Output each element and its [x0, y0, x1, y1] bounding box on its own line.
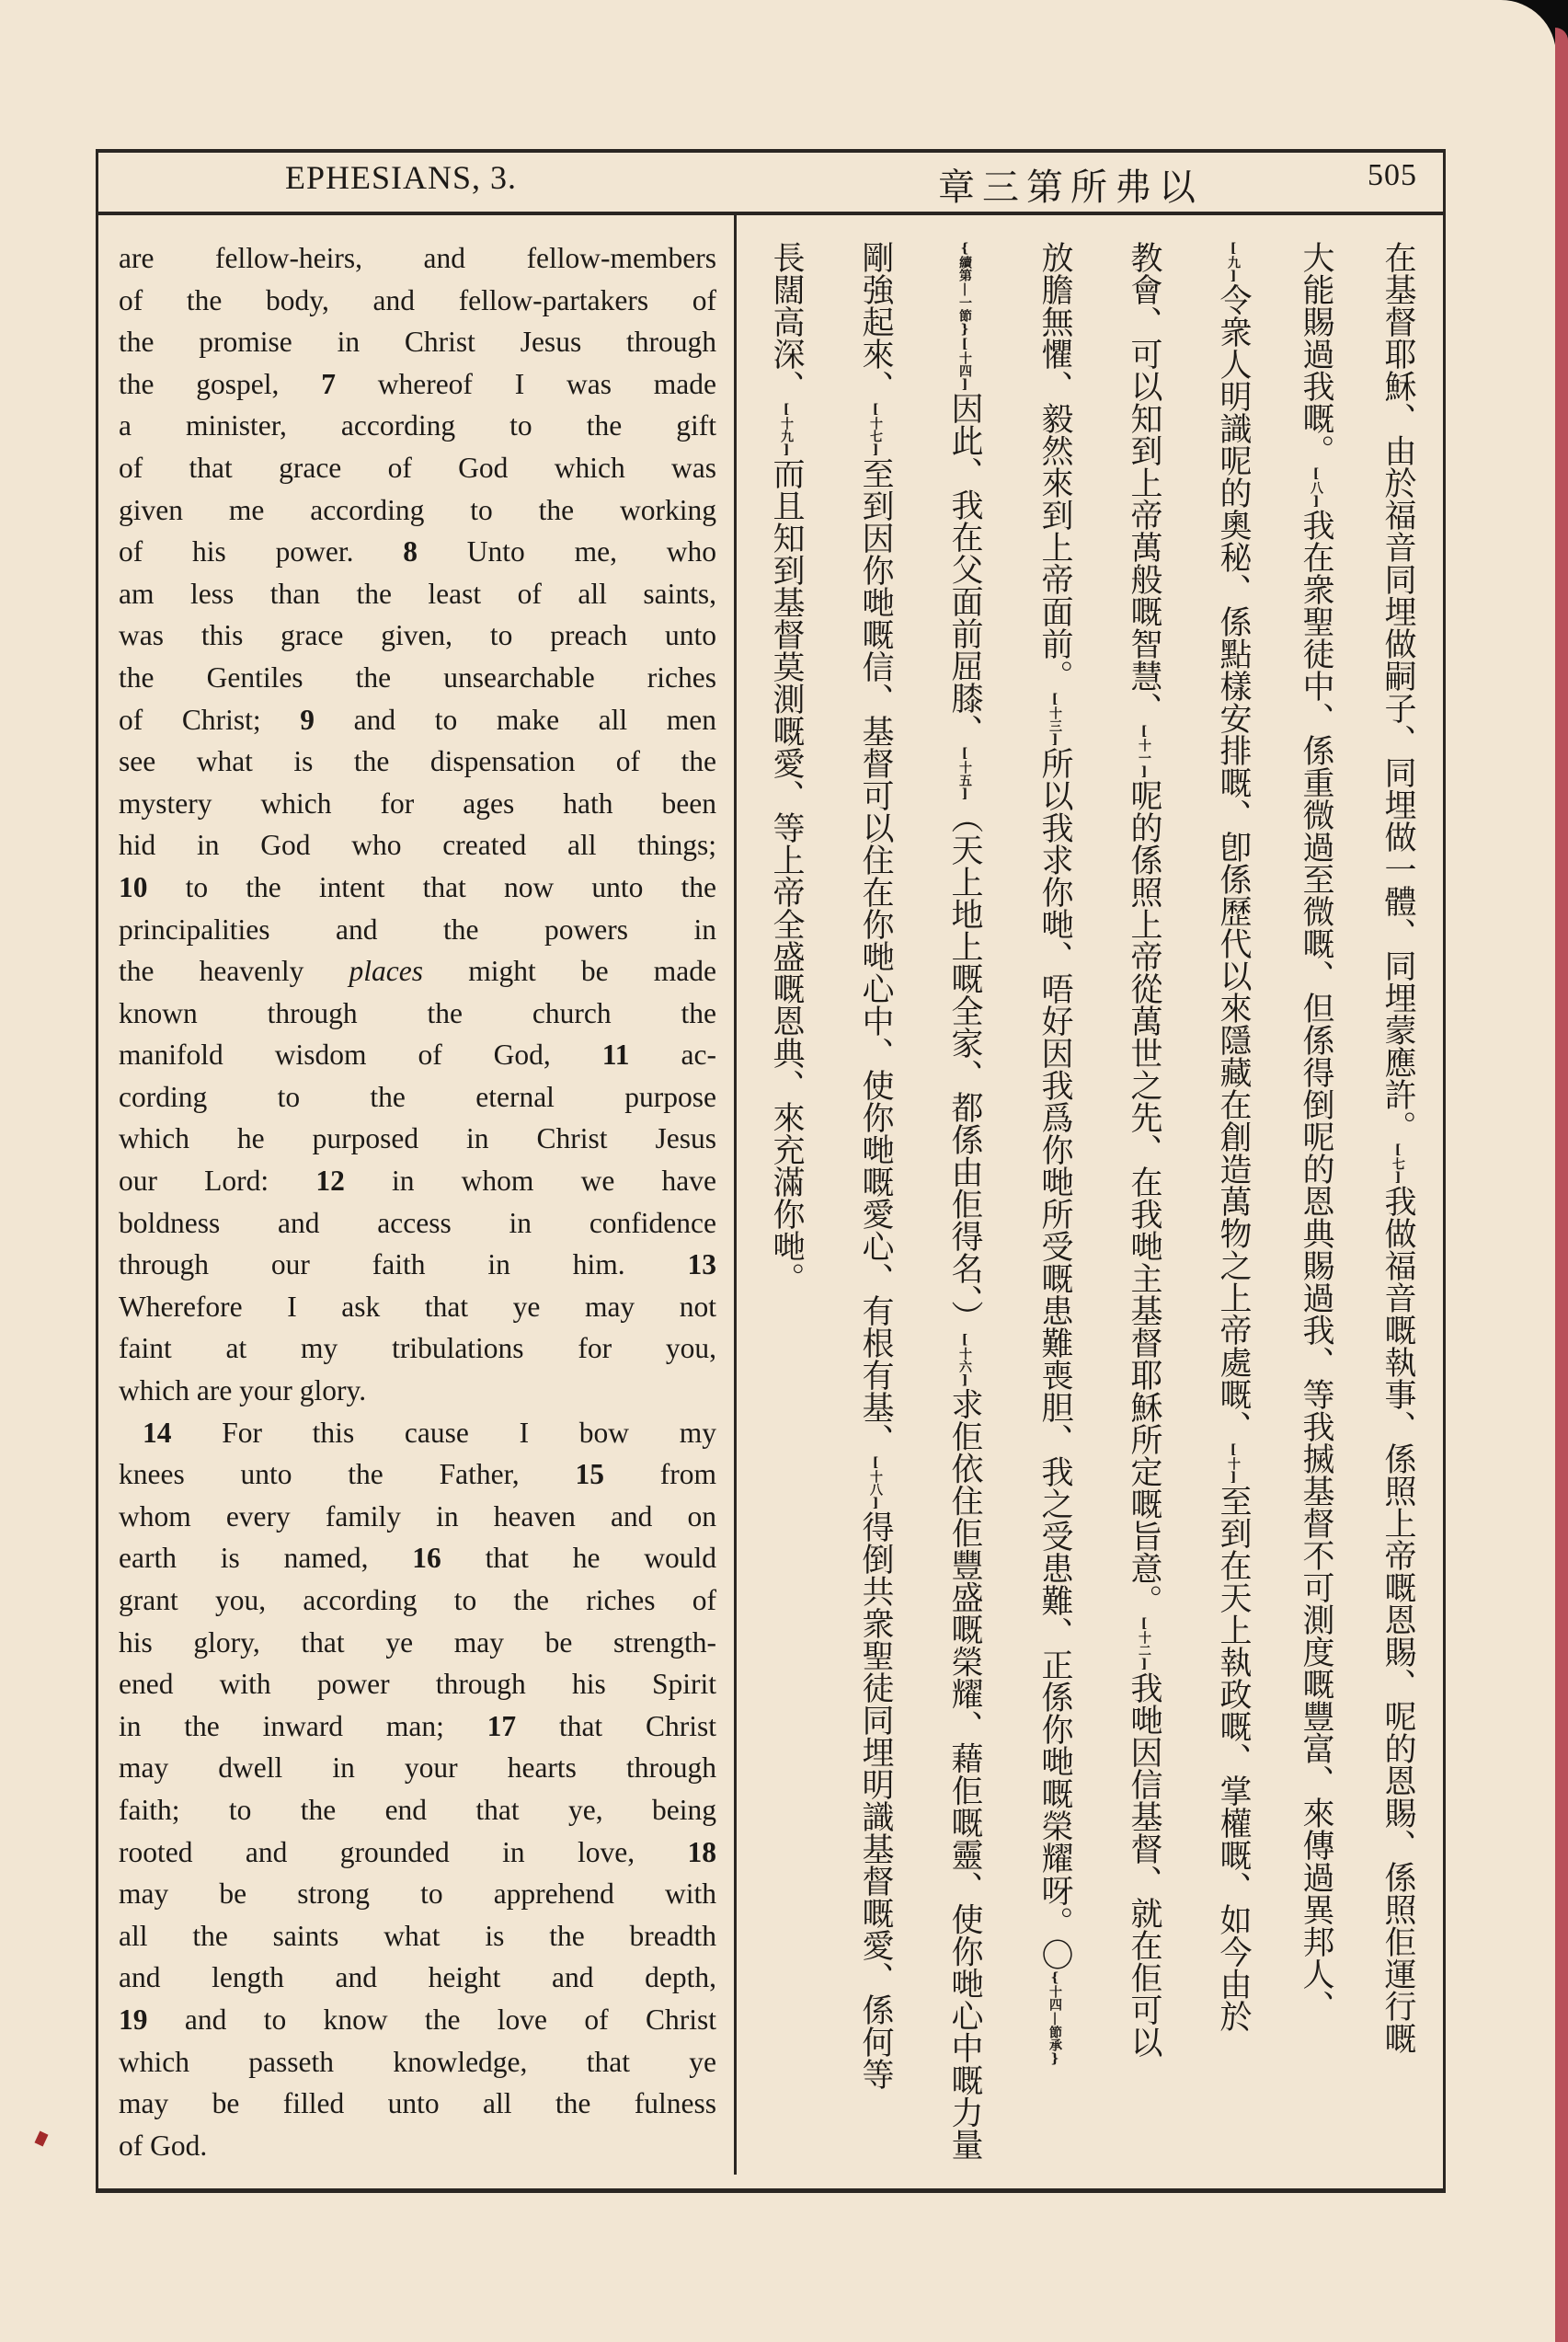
verse-number: 15: [575, 1458, 604, 1491]
text-run: of that grace of God which was: [119, 451, 716, 484]
text-line: [119, 824, 716, 867]
chinese-text-run: 所以我求你哋、唔好因我爲你哋所受嘅患難喪胆、我之受患難、正係你哋嘅榮耀呀。〇: [1036, 747, 1073, 1970]
text-line: [119, 614, 716, 657]
text-run: earth is named,: [119, 1542, 413, 1575]
text-run: mystery which for ages hath been: [119, 786, 716, 820]
text-line: [119, 237, 716, 280]
text-run: through our faith in him.: [119, 1248, 688, 1281]
verse-number: [十九]: [779, 402, 794, 457]
chinese-column: [1295, 241, 1337, 2173]
text-line: [119, 489, 716, 532]
text-run: to the intent that now unto the: [147, 870, 716, 903]
english-text-column: [119, 237, 716, 2166]
text-line: [119, 1327, 716, 1370]
text-run: whereof I was made: [335, 367, 716, 400]
verse-number: [九]: [1226, 241, 1241, 283]
chinese-text-run: （天上地上嘅全家、都係由佢得名、）: [946, 801, 983, 1333]
verse-number: [十八]: [868, 1455, 883, 1510]
text-line: [119, 950, 716, 993]
text-line: [119, 573, 716, 615]
text-line: [119, 1244, 716, 1286]
verse-number: 8: [403, 535, 418, 568]
text-run: from: [603, 1458, 716, 1491]
text-line: [119, 1453, 716, 1496]
verse-number: [十七]: [868, 402, 883, 457]
text-run: ac-: [629, 1039, 716, 1072]
text-line: [119, 1747, 716, 1789]
verse-number: 19: [119, 2003, 148, 2036]
verse-number: [十六]: [957, 1332, 972, 1388]
chinese-text-run: 大能賜過我嘅。: [1298, 241, 1334, 466]
text-run: grant you, according to the riches of: [119, 1584, 716, 1616]
book-edge: [1555, 28, 1568, 2342]
verse-number: [八]: [1309, 466, 1323, 509]
text-run: faint at my tribulations for you,: [119, 1332, 716, 1365]
text-run: cording to the eternal purpose: [119, 1080, 716, 1113]
header-rule: [96, 212, 1446, 215]
text-run: whom every family in heaven and on: [119, 1499, 716, 1533]
text-run: which are your glory.: [119, 1374, 367, 1407]
text-line: [119, 1496, 716, 1538]
text-run: Unto me, who: [418, 535, 716, 568]
chinese-text-run: 令衆人明識呢的奧秘、係點樣安排嘅、卽係歷代以來隱藏在創造萬物之上帝處嘅、: [1215, 283, 1252, 1442]
text-run: a minister, according to the gift: [119, 409, 716, 442]
verse-number: [十五]: [957, 746, 972, 801]
chinese-text-run: 長闊高深、: [768, 241, 805, 402]
text-run: that Christ: [516, 1709, 716, 1742]
text-line: [119, 2125, 716, 2167]
text-run: of Christ;: [119, 703, 301, 736]
text-line: [119, 1034, 716, 1076]
text-run: of the body, and fellow-partakers of: [119, 283, 716, 316]
text-run: the Gentiles the unsearchable riches: [119, 660, 716, 694]
text-line: [119, 1537, 716, 1579]
text-line: [119, 2041, 716, 2084]
chinese-column: [1123, 241, 1165, 2173]
chinese-column: [1212, 241, 1254, 2173]
text-line: [119, 1915, 716, 1957]
text-line: [119, 993, 716, 1035]
italic-word: places: [349, 955, 424, 988]
text-run: in the inward man;: [119, 1709, 487, 1742]
text-line: [119, 1622, 716, 1664]
chinese-text-run: 教會、可以知到上帝萬般嘅智慧、: [1126, 241, 1162, 724]
text-line: [119, 1789, 716, 1831]
text-line: [119, 1160, 716, 1202]
text-run: the promise in Christ Jesus through: [119, 326, 716, 359]
text-run: may be strong to apprehend with: [119, 1877, 716, 1911]
text-line: [119, 447, 716, 489]
text-line: [119, 1663, 716, 1705]
chinese-text-run: 放膽無懼、毅然來到上帝面前。: [1036, 241, 1073, 692]
chinese-column: [765, 241, 807, 2173]
text-line: [119, 1202, 716, 1245]
text-run: Wherefore I ask that ye may not: [119, 1290, 716, 1323]
chinese-text-run: 我哋因信基督、就在佢可以: [1126, 1671, 1162, 2058]
verse-number: 14: [143, 1416, 172, 1449]
verse-number: 10: [119, 870, 148, 903]
text-line: [119, 1957, 716, 1999]
chinese-text-run: 我做福音嘅執事、係照上帝嘅恩賜、呢的恩賜、係照佢運行嘅: [1379, 1185, 1416, 2054]
text-run: might be made: [423, 955, 716, 988]
chinese-text-run: 剛強起來、: [857, 241, 894, 402]
chinese-column: [854, 241, 897, 2173]
text-run: in whom we have: [344, 1165, 716, 1198]
text-run: that he would: [441, 1542, 716, 1575]
text-run: boldness and access in confidence: [119, 1206, 716, 1239]
text-line: [119, 1831, 716, 1874]
text-run: manifold wisdom of God,: [119, 1039, 602, 1072]
text-run: known through the church the: [119, 996, 716, 1029]
chinese-text-run: 而且知到基督莫測嘅愛、等上帝全盛嘅恩典、來充滿你哋。: [768, 457, 805, 1294]
verse-number: 11: [601, 1039, 630, 1072]
text-run: the heavenly: [119, 955, 349, 988]
verse-number: [七]: [1391, 1142, 1405, 1185]
text-run: am less than the least of all saints,: [119, 577, 716, 610]
text-run: was this grace given, to preach unto: [119, 619, 716, 652]
text-run: ened with power through his Spirit: [119, 1668, 716, 1701]
text-line: [119, 321, 716, 363]
chinese-text-run: 得倒共衆聖徒同埋明識基督嘅愛、係何等: [857, 1510, 894, 2090]
text-run: knees unto the Father,: [119, 1458, 576, 1491]
text-line: [119, 867, 716, 909]
verse-number: [十]: [1226, 1442, 1241, 1485]
text-run: are fellow-heirs, and fellow-members: [119, 242, 716, 274]
text-run: see what is the dispensation of the: [119, 745, 716, 778]
text-line: [119, 1118, 716, 1160]
text-run: principalities and the powers in: [119, 913, 716, 946]
chinese-column: [1034, 241, 1076, 2173]
text-line: [119, 1286, 716, 1328]
text-line: [119, 1873, 716, 1915]
chinese-text-run: 呢的係照上帝從萬世之先、在我哋主基督耶穌所定嘅旨意。: [1126, 779, 1162, 1616]
column-divider: [734, 215, 737, 2175]
text-run: the gospel,: [119, 367, 322, 400]
verse-number: 16: [412, 1542, 441, 1575]
text-run: and length and height and depth,: [119, 1961, 716, 1994]
text-line: [119, 1076, 716, 1119]
page-number: 505: [1368, 158, 1417, 192]
text-run: hid in God who created all things;: [119, 829, 716, 862]
text-run: of his power.: [119, 535, 404, 568]
chinese-text-run: 至到因你哋嘅信、基督可以住在你哋心中、使你哋嘅愛心、有根有基、: [857, 457, 894, 1455]
text-run: may be filled unto all the fulness: [119, 2087, 716, 2120]
text-run: faith; to the end that ye, being: [119, 1793, 716, 1826]
text-run: which passeth knowledge, that ye: [119, 2045, 716, 2078]
text-line: [119, 2083, 716, 2125]
text-line: [119, 1999, 716, 2041]
text-run: For this cause I bow my: [171, 1416, 716, 1449]
text-run: of God.: [119, 2129, 208, 2162]
text-run: which he purposed in Christ Jesus: [119, 1122, 716, 1155]
text-line: [119, 1705, 716, 1748]
text-line: [119, 657, 716, 699]
text-line: [119, 280, 716, 322]
text-line: [119, 1370, 716, 1412]
text-run: and to make all men: [315, 703, 716, 736]
text-line: [119, 531, 716, 573]
section-note: {十四|節承}: [1047, 1970, 1062, 2066]
verse-number: 13: [687, 1248, 716, 1281]
text-line: [119, 699, 716, 741]
chinese-column: [944, 241, 986, 2173]
text-run: all the saints what is the breadth: [119, 1919, 716, 1952]
text-run: our Lord:: [119, 1165, 316, 1198]
verse-number: [十四]: [957, 337, 972, 392]
chinese-text-run: 求佢依住佢豐盛嘅榮耀、藉佢嘅靈、使你哋心中嘅力量: [946, 1387, 983, 2161]
chinese-text-run: 我在衆聖徒中、係重微過至微嘅、但係得倒呢的恩典賜過我、等我搣基督不可測度嘅豐富、來傳過異邦人、: [1298, 509, 1334, 2022]
chinese-column: [1377, 241, 1419, 2173]
text-line: [119, 1412, 716, 1454]
running-title-chinese: 章三第所弗以: [938, 166, 1203, 208]
running-title-english: EPHESIANS, 3.: [285, 159, 518, 196]
verse-number: [十二]: [1137, 1616, 1151, 1671]
text-run: may dwell in your hearts through: [119, 1751, 716, 1785]
text-run: his glory, that ye may be strength-: [119, 1625, 716, 1659]
verse-number: 12: [315, 1165, 345, 1198]
verse-number: 9: [300, 703, 315, 736]
text-run: given me according to the working: [119, 493, 716, 526]
text-run: rooted and grounded in love,: [119, 1835, 688, 1868]
text-line: [119, 1579, 716, 1622]
verse-number: 7: [321, 367, 336, 400]
text-line: [119, 363, 716, 406]
section-note: {續第|一節}: [957, 241, 972, 337]
text-line: [119, 909, 716, 951]
verse-number: [十三]: [1047, 692, 1062, 747]
verse-number: 17: [486, 1709, 517, 1742]
chinese-text-run: 因此、我在父面前屈膝、: [946, 392, 983, 746]
verse-number: 18: [687, 1835, 716, 1868]
verse-number: [十一]: [1137, 724, 1151, 779]
text-line: [119, 740, 716, 783]
text-line: [119, 783, 716, 825]
text-line: [119, 405, 716, 447]
chinese-text-run: 至到在天上執政嘅、掌權嘅、如今由於: [1215, 1485, 1252, 2032]
chinese-text-run: 在基督耶穌、由於福音同埋做嗣子、同埋做一體、同埋蒙應許。: [1379, 241, 1416, 1142]
text-run: and to know the love of Christ: [147, 2003, 716, 2036]
